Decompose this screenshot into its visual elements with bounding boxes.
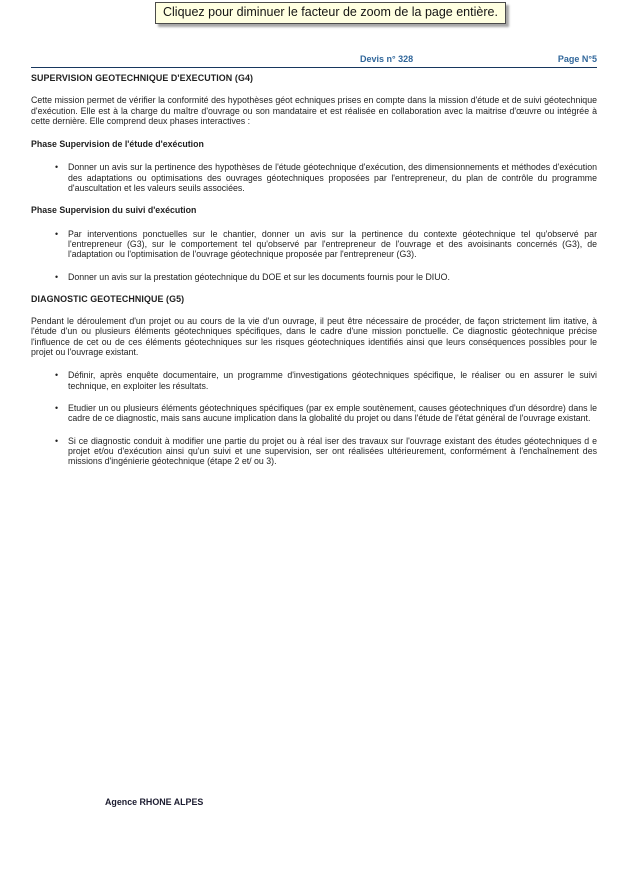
bullet-icon: • — [55, 162, 59, 173]
bullet-list-diagnostic — [31, 370, 597, 466]
page-footer-agency: Agence RHONE ALPES — [105, 797, 204, 807]
page-number: Page N°5 — [557, 53, 597, 64]
page-header — [31, 53, 597, 68]
bullet-icon: • — [55, 402, 59, 413]
bullet-text: Définir, après enquête documentaire, un programme d'investigations géotechniques spécifique, le réaliser ou en assurer le suivi technique, en exploiter les résultats. — [68, 370, 597, 391]
bullet-icon: • — [55, 271, 59, 282]
document-page[interactable] — [31, 53, 597, 478]
paragraph-supervision-intro: Cette mission permet de vérifier la conformité des hypothèses géot echniques prises en compte dans la mission d'étude et de suivi géotechnique d'exécution. Elle est à la charge du maître d'ouvrage ou son mandataire et est réalisée en collaboration avec la maitrise d'œuvre ou intégrée à cette dernière. Elle comprend deux phases interactives : — [31, 95, 597, 126]
zoom-out-tooltip: Cliquez pour diminuer le facteur de zoom de la page entière. — [155, 2, 506, 24]
bullet-text: Donner un avis sur la pertinence des hypothèses de l'étude géotechnique d'exécution, des dimensionnements et méthodes d'exécution des adaptations ou optimisations des ouvrages géotechniques proposées par l'entrepreneur, du plan de contrôle du programme d'auscultation et les valeurs seuils associées. — [68, 162, 597, 194]
list-item — [31, 229, 597, 260]
section-heading-supervision-g4: SUPERVISION GEOTECHNIQUE D'EXECUTION (G4) — [31, 73, 254, 83]
bullet-icon: • — [55, 228, 59, 239]
bullet-text: Si ce diagnostic conduit à modifier une partie du projet ou à réal iser des travaux sur l'ouvrage existant des études géotechniques d e projet et/ou d'exécution ainsi qu'un suivi et une supervision, ser ont réalisées ultérieurement, conformément à l'enchaînement des missions d'ingénierie géotechnique (étape 2 et/ ou 3). — [68, 435, 597, 467]
bullet-icon: • — [55, 370, 59, 381]
bullet-list-phase-suivi — [31, 229, 597, 282]
subheading-phase-etude-execution: Phase Supervision de l'étude d'exécution — [31, 139, 204, 150]
devis-number: Devis n° 328 — [360, 53, 414, 64]
list-item — [31, 272, 597, 282]
list-item — [31, 403, 597, 424]
list-item — [31, 162, 597, 193]
list-item — [31, 370, 597, 391]
list-item — [31, 436, 597, 467]
bullet-text: Etudier un ou plusieurs éléments géotechniques spécifiques (par ex emple soutènement, causes géotechniques d'un désordre) dans le cadre de ce diagnostic, mais sans aucune implication dans la globalité du projet ou dans l'étude de l'état général de l'ouvrage existant. — [68, 402, 597, 424]
bullet-icon: • — [55, 435, 59, 446]
subheading-phase-suivi-execution: Phase Supervision du suivi d'exécution — [31, 205, 197, 216]
section-heading-diagnostic-g5: DIAGNOSTIC GEOTECHNIQUE (G5) — [31, 293, 185, 304]
bullet-text: Par interventions ponctuelles sur le chantier, donner un avis sur la pertinence du contexte géotechnique tel qu'observé par l'entrepreneur (G3), sur le comportement tel qu'observé par l'entrepreneur de l'ouvrage et des avoisinants concernés (G3), de l'adaptation ou l'optimisation de l'ouvrage géotechnique proposée par l'entrepreneur (G3). — [68, 228, 597, 260]
paragraph-diagnostic-intro: Pendant le déroulement d'un projet ou au cours de la vie d'un ouvrage, il peut être nécessaire de procéder, de façon strictement lim itative, à l'étude d'un ou plusieurs éléments géotechniques spécifiques, dans le cadre d'une mission ponctuelle. Ce diagnostic géotechnique précise l'influence de cet ou de ces éléments géotechniques sur les risques géotechniques identifiés ainsi que leurs conséquences possibles pour le projet ou l'ouvrage existant. — [31, 316, 597, 358]
bullet-text: Donner un avis sur la prestation géotechnique du DOE et sur les documents fournis pour le DIUO. — [68, 271, 450, 282]
bullet-list-phase-etude — [31, 162, 597, 193]
